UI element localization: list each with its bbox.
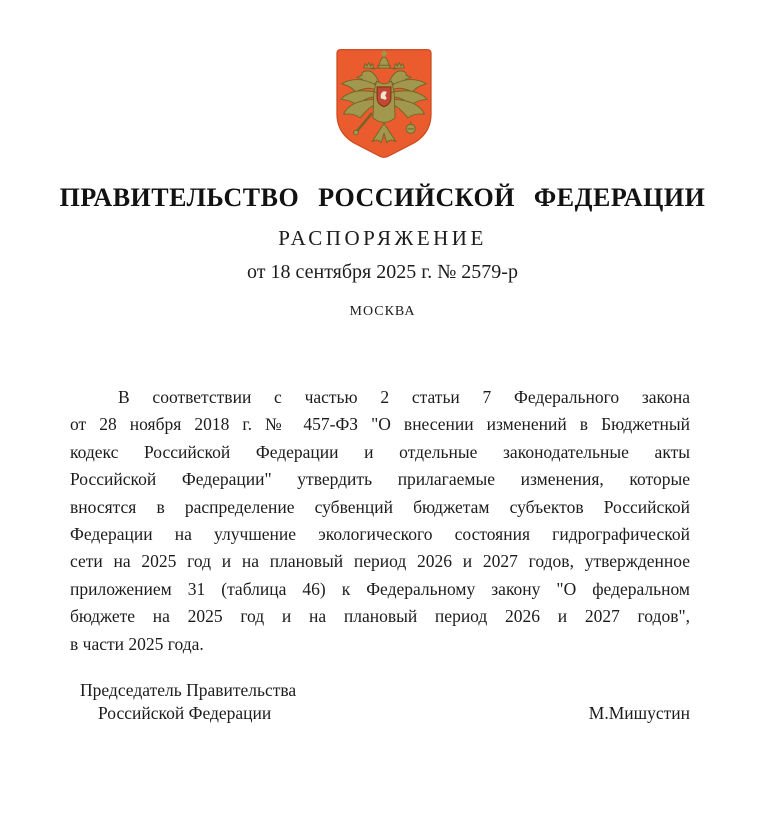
- russia-coat-of-arms-icon: [326, 46, 442, 162]
- body-text-line: сети на 2025 год и на плановый период 2026 и 2027 годов, утвержденное: [70, 551, 690, 572]
- body-text-line: Российской Федерации" утвердить прилагаемые изменения, которые: [70, 469, 690, 490]
- doc-city: МОСКВА: [349, 304, 416, 319]
- signatory-name: М.Мишустин: [588, 702, 690, 723]
- doc-date: от 18 сентября 2025 г. № 2579-р: [247, 261, 518, 283]
- signature-block: [70, 679, 690, 724]
- signatory-position-line2: Российской Федерации: [98, 702, 272, 723]
- doc-type-title: РАСПОРЯЖЕНИЕ: [278, 226, 487, 250]
- body-text-line: приложением 31 (таблица 46) к Федеральному закону "О федеральном: [70, 578, 690, 599]
- body-text-line: вносятся в распределение субвенций бюджетам субъектов Российской: [70, 496, 690, 517]
- body-text-line: от 28 ноября 2018 г. № 457-ФЗ "О внесении изменений в Бюджетный: [70, 414, 690, 435]
- body-text-line: Федерации на улучшение экологического состояния гидрографической: [70, 524, 690, 545]
- body-text-line: в части 2025 года.: [70, 633, 204, 654]
- body-paragraph: [70, 384, 690, 658]
- signatory-position: [70, 679, 296, 724]
- org-title: ПРАВИТЕЛЬСТВО РОССИЙСКОЙ ФЕДЕРАЦИИ: [59, 183, 706, 212]
- body-text-line: В соответствии с частью 2 статьи 7 Федерального закона: [118, 387, 690, 407]
- signatory-position-line1: Председатель Правительства: [80, 680, 297, 700]
- body-text-line: кодекс Российской Федерации и отдельные законодательные акты: [70, 441, 690, 462]
- body-text-line: бюджете на 2025 год и на плановый период 2026 и 2027 годов",: [70, 606, 690, 627]
